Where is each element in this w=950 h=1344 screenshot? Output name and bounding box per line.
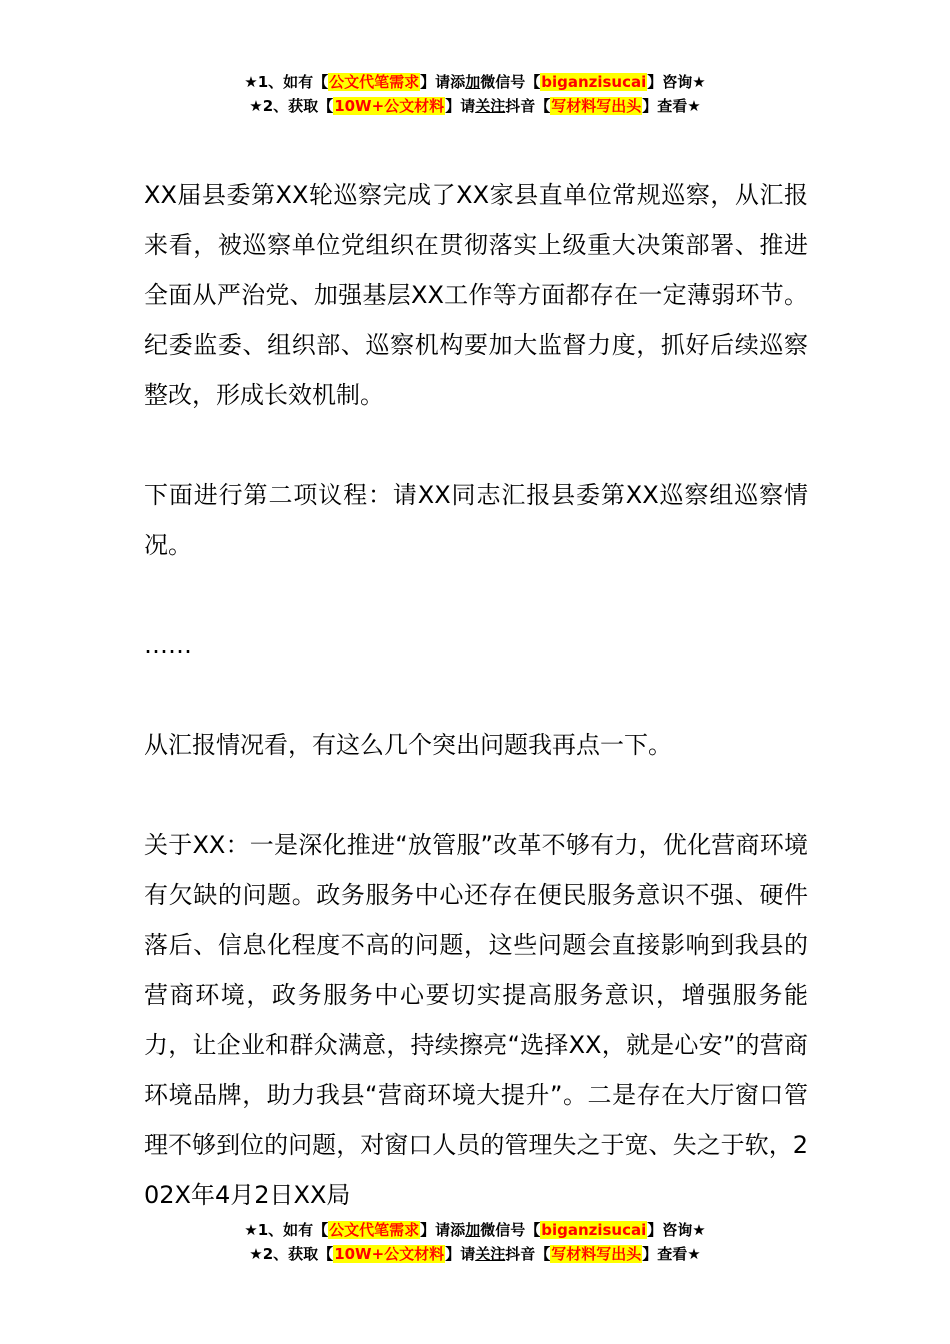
footer-1-prefix: ★1、如有【 <box>244 1221 329 1239</box>
footer-2-highlight-douyin: 写材料写出头 <box>551 1245 642 1263</box>
banner-2-mid1: 】请 <box>445 97 476 115</box>
banner-1-mid1: 】请添 <box>420 73 466 91</box>
footer-2-mid1: 】请 <box>445 1245 476 1263</box>
banner-line-2 <box>0 94 950 118</box>
footer-banner-line-1 <box>0 1218 950 1242</box>
banner-2-mid2: 抖音【 <box>505 97 551 115</box>
banner-1-prefix: ★1、如有【 <box>244 73 329 91</box>
paragraph-inspection-summary: XX届县委第XX轮巡察完成了XX家县直单位常规巡察，从汇报来看，被巡察单位党组织在贯彻落实上级重大决策部署、推进全面从严治党、加强基层XX工作等方面都存在一定薄弱环节。纪委监委、组织部、巡察机构要加大监督力度，抓好后续巡察整改，形成长效机制。 <box>144 181 808 409</box>
footer-1-mid2: 微信号【 <box>480 1221 541 1239</box>
footer-1-underlined: 加 <box>465 1221 481 1239</box>
footer-2-prefix: ★2、获取【 <box>249 1245 334 1263</box>
footer-1-highlight-wechat: biganzisucai <box>541 1221 647 1239</box>
banner-2-highlight-materials: 10W+公文材料 <box>334 97 445 115</box>
footer-2-mid2: 抖音【 <box>505 1245 551 1263</box>
footer-2-underlined: 关注 <box>475 1245 506 1263</box>
banner-2-highlight-douyin: 写材料写出头 <box>551 97 642 115</box>
banner-line-1 <box>0 70 950 94</box>
banner-1-highlight-service: 公文代笔需求 <box>329 73 420 91</box>
footer-2-highlight-materials: 10W+公文材料 <box>334 1245 445 1263</box>
document-body <box>144 170 808 1270</box>
footer-banner-line-2 <box>0 1242 950 1266</box>
paragraph-ellipsis: …… <box>144 631 192 659</box>
footer-1-mid1: 】请添 <box>420 1221 466 1239</box>
banner-1-highlight-wechat: biganzisucai <box>541 73 647 91</box>
banner-1-mid2: 微信号【 <box>480 73 541 91</box>
paragraph-agenda-item: 下面进行第二项议程：请XX同志汇报县委第XX巡察组巡察情况。 <box>144 481 808 559</box>
banner-2-prefix: ★2、获取【 <box>249 97 334 115</box>
banner-2-suffix: 】查看★ <box>642 97 701 115</box>
footer-1-highlight-service: 公文代笔需求 <box>329 1221 420 1239</box>
banner-1-underlined: 加 <box>465 73 481 91</box>
banner-2-underlined: 关注 <box>475 97 506 115</box>
footer-1-suffix: 】咨询★ <box>647 1221 706 1239</box>
paragraph-problems-intro: 从汇报情况看，有这么几个突出问题我再点一下。 <box>144 731 672 759</box>
banner-1-suffix: 】咨询★ <box>647 73 706 91</box>
header-banner <box>0 70 950 118</box>
footer-2-suffix: 】查看★ <box>642 1245 701 1263</box>
paragraph-about-xx: 关于XX：一是深化推进“放管服”改革不够有力，优化营商环境有欠缺的问题。政务服务中心还存在便民服务意识不强、硬件落后、信息化程度不高的问题，这些问题会直接影响到我县的营商环境，政务服务中心要切实提高服务意识，增强服务能力，让企业和群众满意，持续擦亮“选择XX，就是心安”的营商环境品牌，助力我县“营商环境大提升”。二是存在大厅窗口管理不够到位的问题，对窗口人员的管理失之于宽、失之于软，202X年4月2日XX局 <box>144 831 808 1209</box>
footer-banner <box>0 1218 950 1266</box>
